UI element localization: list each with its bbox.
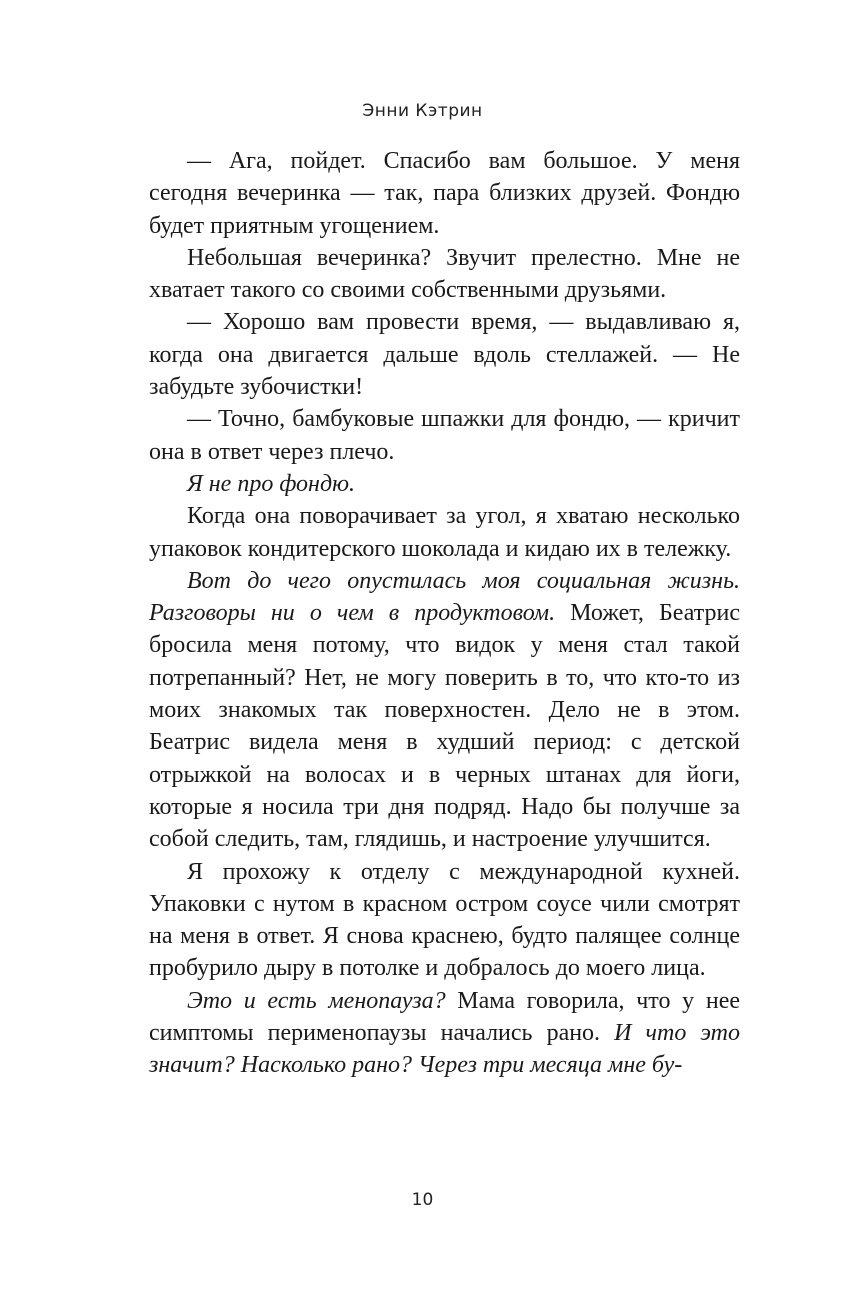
paragraph-5: Я не про фондю. xyxy=(187,470,356,497)
running-head-author: Энни Кэтрин xyxy=(362,101,483,121)
body-text xyxy=(149,145,740,1082)
paragraph-9: Это и есть менопауза? Мама говорила, что у нее симптомы перименопаузы начались рано. И что это значит? Насколько рано? Через три месяца мне бу- xyxy=(149,987,740,1079)
paragraph-6: Когда она поворачивает за угол, я хватаю несколько упаковок кондитерского шоколада и кидаю их в тележку. xyxy=(149,503,740,562)
paragraph-1: — Ага, пойдет. Спасибо вам большое. У меня сегодня вечеринка — так, пара близких друзей. Фондю будет приятным угощением. xyxy=(149,148,740,239)
paragraph-8: Я прохожу к отделу с международной кухней. Упаковки с нутом в красном остром соусе чили смотрят на меня в ответ. Я снова краснею, будто палящее солнце пробурило дыру в потолке и добралось до моего лица. xyxy=(149,858,740,982)
page-number: 10 xyxy=(411,1190,434,1210)
paragraph-3: — Хорошо вам провести время, — выдавливаю я, когда она двигается дальше вдоль стеллажей. — Не забудьте зубочистки! xyxy=(149,309,740,401)
paragraph-2: Небольшая вечеринка? Звучит прелестно. Мне не хватает такого со своими собственными друзьями. xyxy=(149,244,740,304)
paragraph-7: Вот до чего опустилась моя социальная жизнь. Разговоры ни о чем в продуктовом. Может, Беатрис бросила меня потому, что видок у меня стал такой потрепанный? Нет, не могу поверить в то, что кто-то из моих знакомых так поверхностен. Дело не в этом. Беатрис видела меня в худший период: с детской отрыжкой на волосах и в черных штанах для йоги, которые я носила три дня подряд. Надо бы получше за собой следить, там, глядишь, и настроение улучшится. xyxy=(149,567,740,853)
paragraph-4: — Точно, бамбуковые шпажки для фондю, — кричит она в ответ через плечо. xyxy=(149,406,740,465)
